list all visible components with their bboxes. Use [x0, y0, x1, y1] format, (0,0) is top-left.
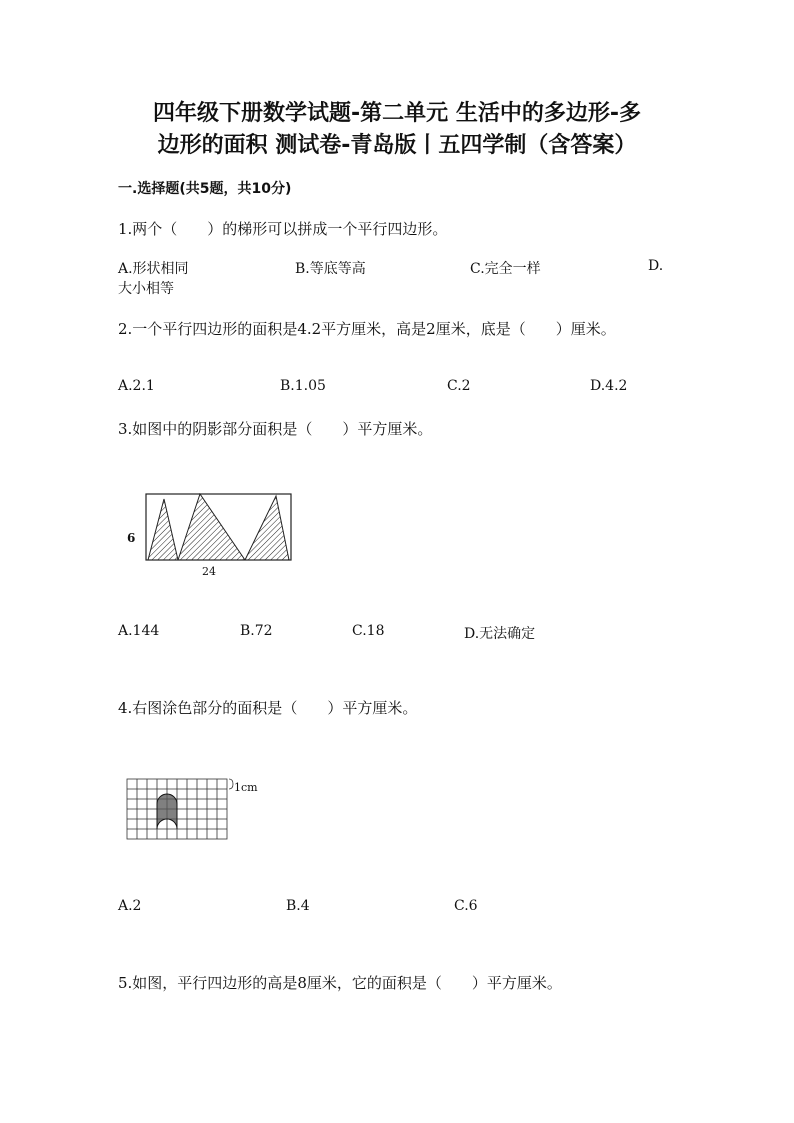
q3-triangle-right — [245, 496, 289, 560]
q3-option-c[interactable]: C.18 — [352, 623, 385, 639]
q1-option-c[interactable]: C.完全一样 — [470, 261, 541, 277]
q4-figure — [126, 778, 236, 840]
title-line-2: 边形的面积 测试卷-青岛版丨五四学制（含答案） — [157, 133, 637, 158]
q4-unit-brace — [229, 779, 233, 789]
question-2: 2.一个平行四边形的面积是4.2平方厘米，高是2厘米，底是（ ）厘米。 — [118, 320, 616, 338]
q4-unit-label: 1cm — [234, 781, 258, 794]
q3-option-b[interactable]: B.72 — [240, 623, 273, 639]
question-1: 1.两个（ ）的梯形可以拼成一个平行四边形。 — [118, 220, 448, 238]
question-4: 4.右图涂色部分的面积是（ ）平方厘米。 — [118, 699, 418, 717]
q3-height-label: 6 — [127, 531, 136, 545]
q3-width-label: 24 — [202, 565, 216, 578]
q4-option-a[interactable]: A.2 — [118, 898, 142, 914]
q4-option-c[interactable]: C.6 — [454, 898, 478, 914]
q4-option-b[interactable]: B.4 — [286, 898, 310, 914]
q2-option-b[interactable]: B.1.05 — [280, 378, 326, 394]
q3-triangle-middle — [178, 494, 245, 560]
question-3: 3.如图中的阴影部分面积是（ ）平方厘米。 — [118, 420, 433, 438]
q2-option-c[interactable]: C.2 — [447, 378, 471, 394]
page-title — [60, 98, 734, 162]
q3-figure — [145, 493, 295, 563]
section-heading: 一.选择题(共5题，共10分) — [118, 181, 292, 197]
question-5: 5.如图，平行四边形的高是8厘米，它的面积是（ ）平方厘米。 — [118, 974, 562, 992]
q1-option-d[interactable]: D. — [648, 258, 664, 274]
q2-option-d[interactable]: D.4.2 — [590, 378, 628, 394]
q2-option-a[interactable]: A.2.1 — [118, 378, 155, 394]
q3-option-d[interactable]: D.无法确定 — [464, 626, 536, 642]
title-line-1: 四年级下册数学试题-第二单元 生活中的多边形-多 — [153, 101, 641, 126]
q1-option-d-text: 大小相等 — [118, 281, 174, 297]
q3-option-a[interactable]: A.144 — [118, 623, 160, 639]
q1-option-b[interactable]: B.等底等高 — [295, 261, 366, 277]
q3-triangle-left — [148, 499, 178, 560]
q1-option-a[interactable]: A.形状相同 — [118, 261, 189, 277]
